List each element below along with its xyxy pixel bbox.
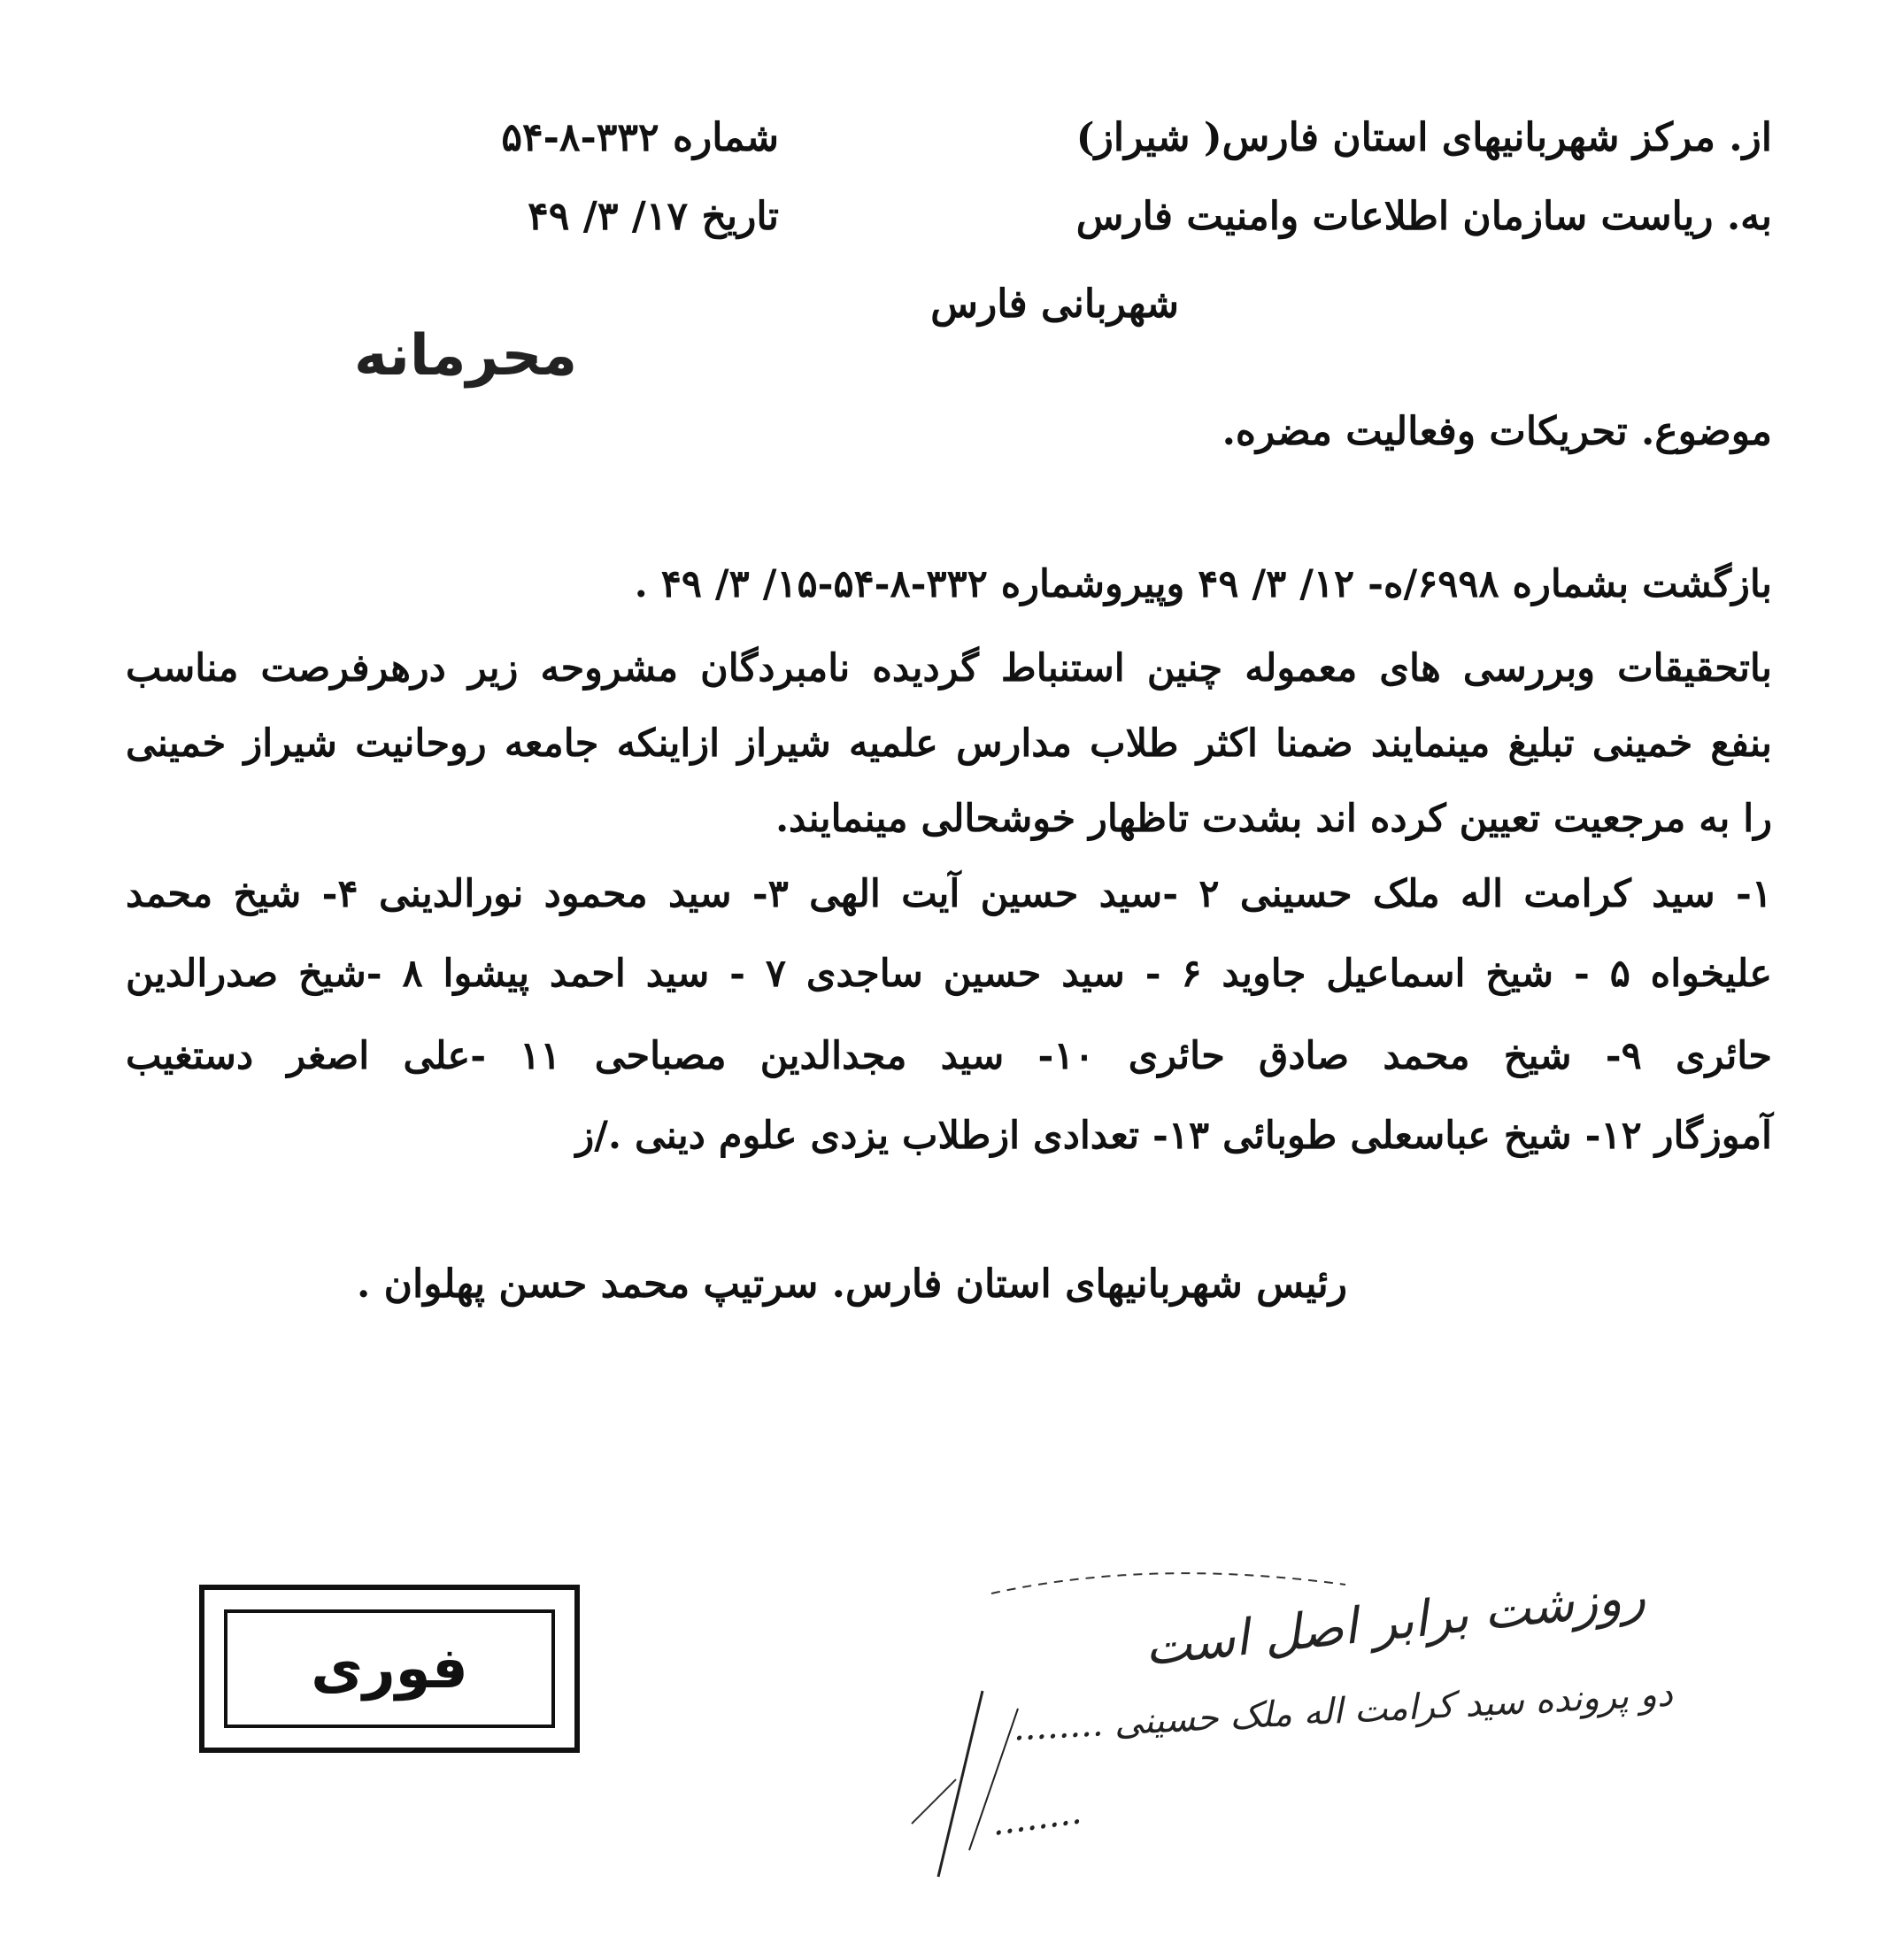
urgent-stamp [199,1585,580,1753]
body-line: حائری ۹- شیخ محمد صادق حائری ۱۰- سید مجدالدین مصباحی ۱۱ -علی اصغر دستغیب [126,1034,1772,1078]
urgent-stamp-text: فوری [224,1609,555,1728]
letter-number: شماره ۳۳۲-۸-۵۴ [501,115,779,160]
handwritten-annotation [885,1558,1682,1894]
header-cc: شهربانی فارس [930,282,1179,327]
header-addresses [975,115,1772,273]
handwritten-note-line: ........ [989,1791,1084,1844]
header-from: از. مرکز شهربانیهای استان فارس( شیراز) [1075,115,1772,160]
handwritten-note-line: دو پرونده سید کرامت اله ملک حسینی ........ [1012,1673,1674,1749]
body-line: بازگشت بشماره ۶۹۹۸/ه- ۱۲/ ۳/ ۴۹ وپیروشماره ۳۳۲-۸-۵۴-۱۵/ ۳/ ۴۹ . [634,562,1772,606]
body-line: ۱- سید کرامت اله ملک حسینی ۲ -سید حسین آیت الهی ۳- سید محمود نورالدینی ۴- شیخ محمد [126,872,1772,916]
classification-stamp: محرمانه [354,323,578,389]
header-reference [425,115,779,273]
body-line: علیخواه ۵ - شیخ اسماعیل جاوید ۶ - سید حسین ساجدی ۷ - سید احمد پیشوا ۸ -شیخ صدرالدین [126,952,1772,996]
body-line: را به مرجعیت تعیین کرده اند بشدت تاظهار خوشحالی مینمایند. [775,797,1772,841]
handwritten-note-line: روزشت برابر اصل است [1142,1567,1648,1678]
body-line: آموزگار ۱۲- شیخ عباسعلی طوبائی ۱۳- تعدادی ازطلاب یزدی علوم دینی ./ز [575,1114,1772,1158]
body-line: بنفع خمینی تبلیغ مینمایند ضمنا اکثر طلاب مدارس علمیه شیراز ازاینکه جامعه روحانیت شیراز خمینی [126,721,1772,766]
header-to: به. ریاست سازمان اطلاعات وامنیت فارس [1075,194,1772,239]
signatory-line: رئیس شهربانیهای استان فارس. سرتیپ محمد حسن پهلوان . [357,1262,1347,1307]
letter-date: تاریخ ۱۷/ ۳/ ۴۹ [528,194,779,239]
body-line: باتحقیقات وبررسی های معموله چنین استنباط گردیده نامبردگان مشروحه زیر درهرفرصت مناسب [126,646,1772,691]
subject-line: موضوع. تحریکات وفعالیت مضره. [1222,409,1772,454]
